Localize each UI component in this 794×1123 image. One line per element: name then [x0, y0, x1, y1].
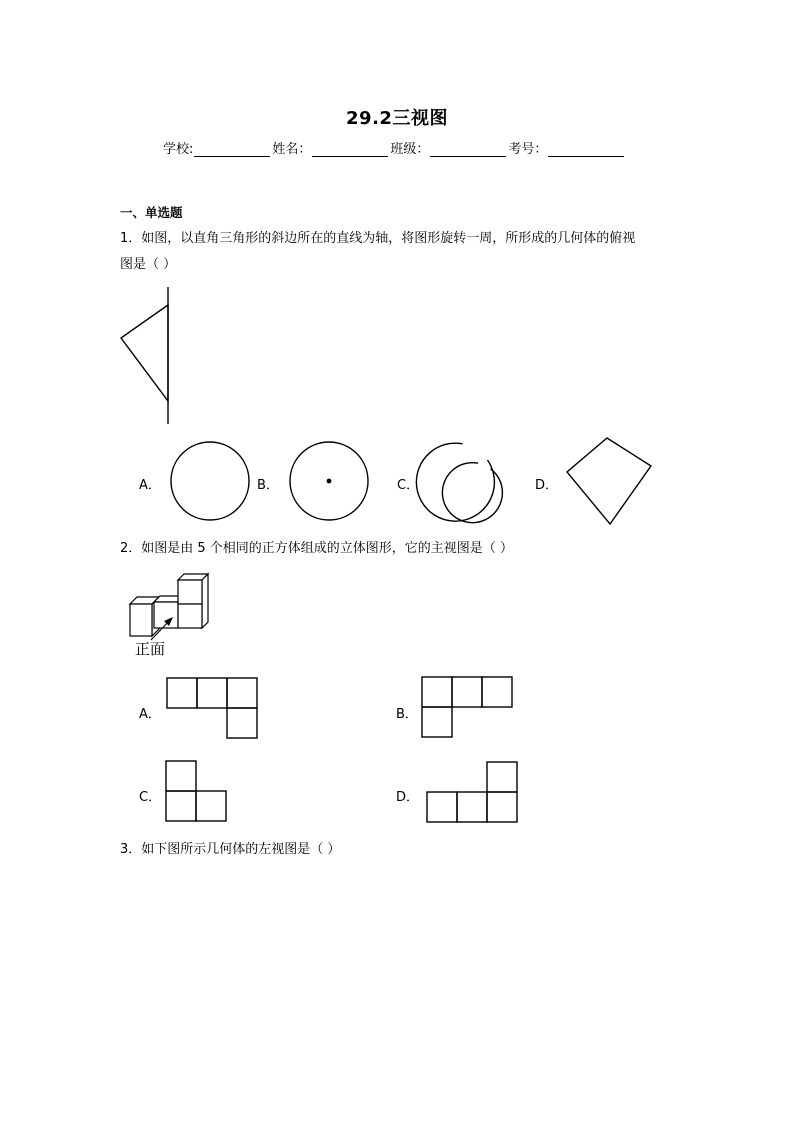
- front-view-label: 正面: [135, 640, 166, 658]
- class-label: 班级：: [390, 142, 430, 157]
- q1-option-c-label: C．: [397, 478, 420, 493]
- q1-option-b-center-dot: [327, 479, 332, 484]
- q1-option-b-label: B．: [257, 478, 279, 493]
- school-blank[interactable]: [194, 142, 270, 157]
- q1-option-a-label: A．: [139, 478, 161, 493]
- exam-number-blank[interactable]: [548, 142, 624, 157]
- question-1-text: [120, 226, 680, 278]
- front-arrow-shaft: [151, 619, 171, 640]
- q1-option-c-inner-arc: [442, 463, 502, 523]
- page-title: 29.2三视图: [346, 108, 448, 129]
- class-blank[interactable]: [430, 142, 506, 157]
- q1-option-a-circle: [171, 442, 249, 520]
- q2-option-d-grid: [427, 762, 517, 822]
- q1-option-d-kite: [567, 438, 651, 524]
- right-triangle: [121, 305, 168, 401]
- question-1-line-2: 图是（ ）: [120, 257, 177, 272]
- school-label: 学校:: [163, 142, 194, 157]
- name-label: 姓名：: [272, 142, 312, 157]
- student-info-line: [163, 138, 626, 157]
- q2-option-c-label: C．: [139, 790, 162, 805]
- q2-option-a-label: A．: [139, 707, 161, 722]
- q2-option-b-label: B．: [396, 707, 418, 722]
- front-arrow-head: [164, 617, 173, 626]
- q1-option-c-outer-arc: [416, 443, 494, 521]
- question-1-line-1: 1．如图，以直角三角形的斜边所在的直线为轴，将图形旋转一周，所形成的几何体的俯视: [120, 231, 636, 246]
- q1-option-d-label: D．: [535, 478, 559, 493]
- q2-option-a-grid: [167, 678, 257, 738]
- section-heading: 一、单选题: [120, 205, 183, 220]
- q2-option-b-grid: [422, 677, 512, 737]
- q2-option-d-label: D．: [396, 790, 420, 805]
- question-2-text: 2．如图是由 5 个相同的正方体组成的立体图形，它的主视图是（ ）: [120, 541, 513, 556]
- exam-number-label: 考号：: [508, 142, 548, 157]
- q2-option-c-grid: [166, 761, 226, 821]
- name-blank[interactable]: [312, 142, 388, 157]
- q1-option-b-circle: [290, 442, 368, 520]
- question-3-text: 3．如下图所示几何体的左视图是（ ）: [120, 842, 341, 857]
